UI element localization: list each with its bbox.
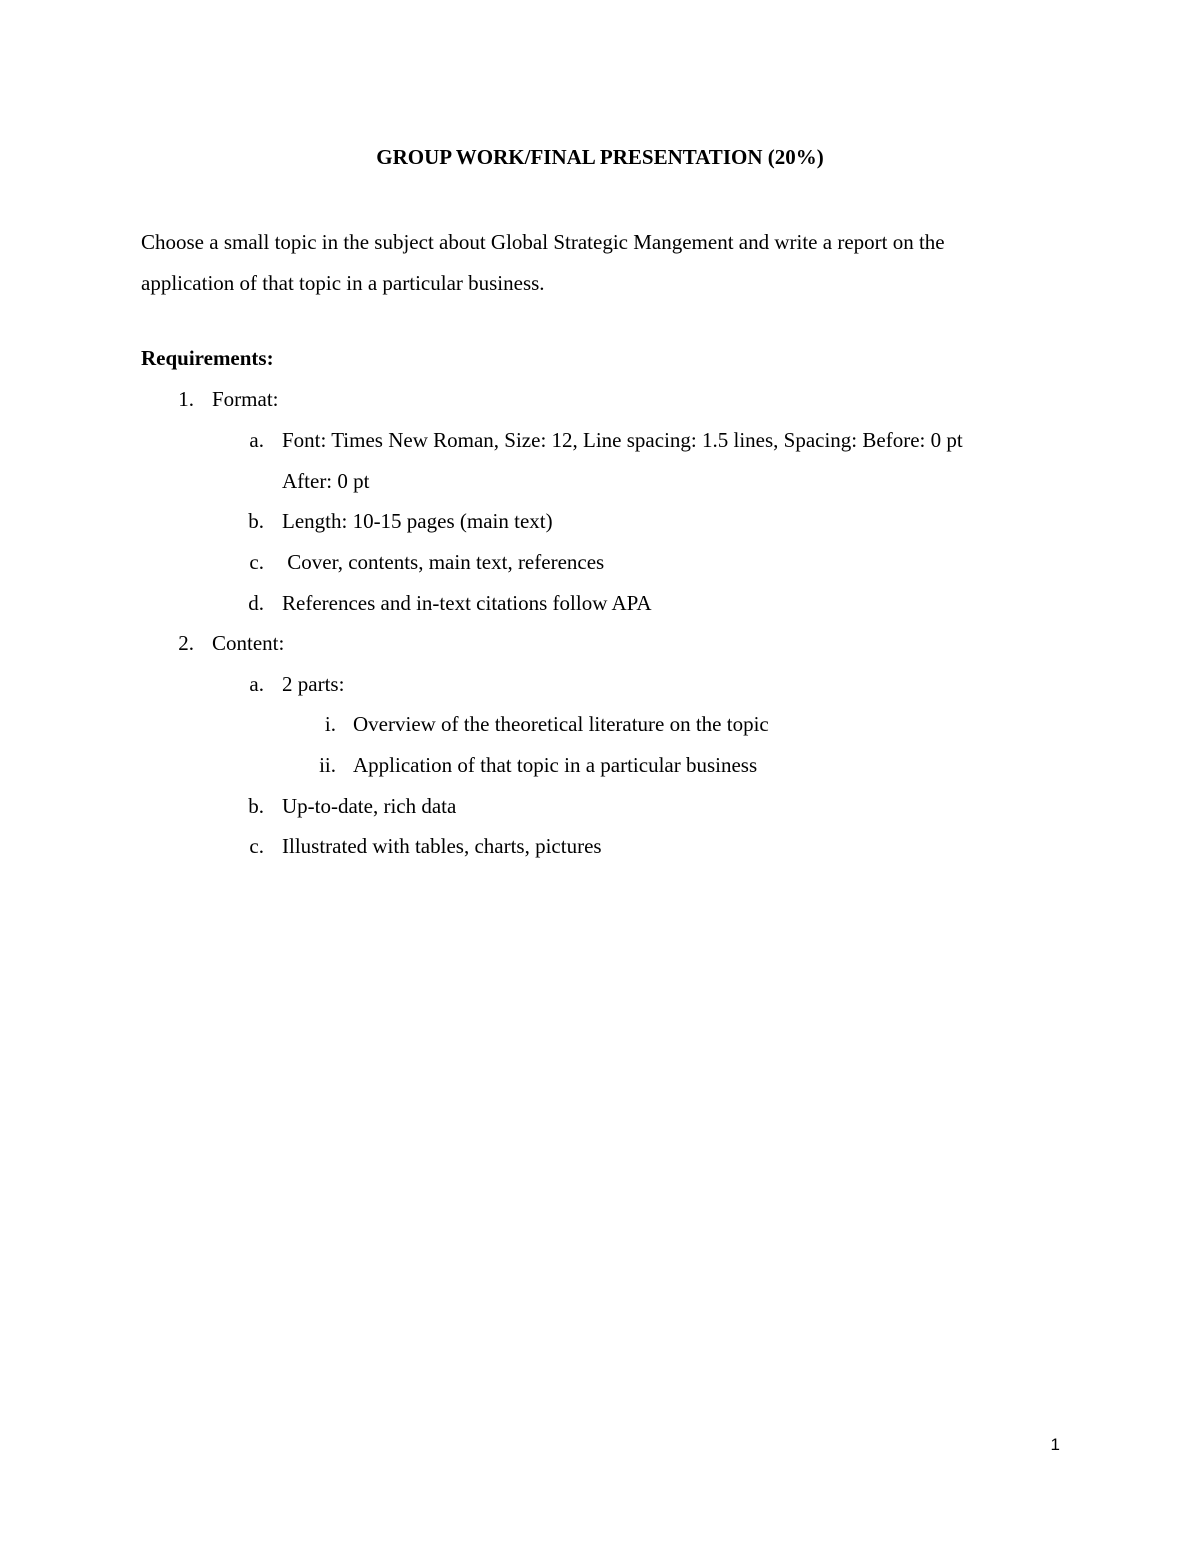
list-marker: i.	[324, 712, 336, 736]
document-title: GROUP WORK/FINAL PRESENTATION (20%)	[376, 145, 824, 169]
requirements-heading: Requirements:	[141, 346, 274, 370]
list-marker: a.	[249, 672, 264, 696]
list-marker: c.	[249, 834, 264, 858]
list-item-text: Up-to-date, rich data	[282, 794, 457, 818]
list-marker: d.	[248, 591, 264, 615]
list-marker: 2.	[178, 631, 194, 655]
list-marker: c.	[249, 550, 264, 574]
page-number: 1	[1050, 1435, 1060, 1454]
list-marker: b.	[248, 509, 264, 533]
list-item-text: Font: Times New Roman, Size: 12, Line spacing: 1.5 lines, Spacing: Before: 0 pt	[282, 428, 963, 452]
intro-line: application of that topic in a particular business.	[141, 270, 545, 295]
list-item-text: After: 0 pt	[282, 469, 370, 493]
list-item-text: References and in-text citations follow APA	[282, 591, 652, 615]
intro-paragraph	[141, 222, 1071, 303]
list-marker: a.	[249, 428, 264, 452]
list-item-text: Cover, contents, main text, references	[282, 550, 605, 574]
list-item-text: 2 parts:	[282, 672, 345, 696]
list-item-label: Format:	[212, 387, 279, 411]
list-item-text: Illustrated with tables, charts, pictures	[282, 834, 602, 858]
list-marker: b.	[248, 794, 264, 818]
list-item-label: Content:	[212, 631, 285, 655]
list-marker: ii.	[319, 753, 336, 777]
list-item-text: Application of that topic in a particular business	[353, 753, 758, 777]
list-item-text: Overview of the theoretical literature on the topic	[353, 712, 769, 736]
list-marker: 1.	[178, 387, 194, 411]
intro-line: Choose a small topic in the subject about Global Strategic Mangement and write a report on the	[141, 230, 945, 254]
list-item-text: Length: 10-15 pages (main text)	[282, 509, 553, 533]
